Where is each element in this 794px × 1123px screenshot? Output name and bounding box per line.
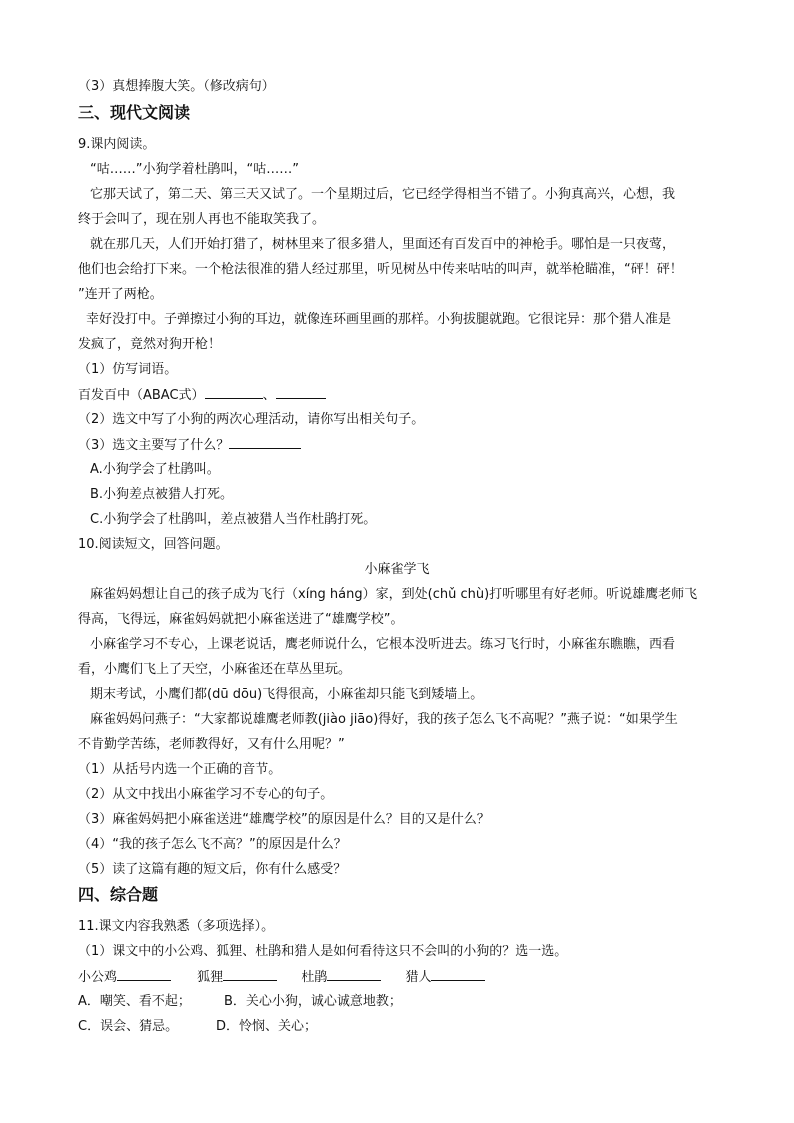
q9-para3-line3: ”连开了两枪。 bbox=[78, 287, 163, 302]
separator: 、 bbox=[262, 388, 276, 403]
q10-para2-line2: 看，小鹰们飞上了天空，小麻雀还在草丛里玩。 bbox=[78, 662, 352, 677]
q11-option-a: A．嘲笑、看不起； bbox=[78, 994, 191, 1009]
answer-blank[interactable] bbox=[223, 968, 277, 981]
story-title: 小麻雀学飞 bbox=[364, 562, 430, 577]
q9-para3-line2: 他们也会给打下来。一个枪法很准的猎人经过那里，听见树丛中传来咕咕的叫声，就举枪瞄准，“砰！砰！ bbox=[78, 262, 683, 277]
q9-sub1-prompt: 百发百中（ABAC式） bbox=[78, 388, 205, 403]
q9-para4-line2: 发疯了，竟然对狗开枪！ bbox=[78, 337, 222, 352]
choice-label-cuckoo: 杜鹃 bbox=[301, 970, 328, 985]
q10-para3: 期末考试，小鹰们都(dū dōu)飞得很高，小麻雀却只能飞到矮墙上。 bbox=[90, 687, 484, 702]
q10-sub1: （1）从括号内选一个正确的音节。 bbox=[78, 762, 282, 777]
q10-para2-line1: 小麻雀学习不专心，上课老说话，鹰老师说什么，它根本没听进去。练习飞行时，小麻雀东瞧瞧，西看 bbox=[90, 637, 676, 652]
q11-option-c: C．误会、猜忌。 bbox=[78, 1019, 179, 1034]
q10-title: 10.阅读短文，回答问题。 bbox=[78, 537, 229, 552]
question-8-item-3: （3）真想捧腹大笑。（修改病句） bbox=[78, 79, 275, 94]
q9-sub1-answer-line bbox=[78, 386, 326, 405]
q9-option-a: A.小狗学会了杜鹃叫。 bbox=[90, 462, 220, 477]
q9-para4-line1: 幸好没打中。子弹擦过小狗的耳边，就像连环画里画的那样。小狗拔腿就跑。它很诧异：那个猎人准是 bbox=[86, 312, 672, 327]
q9-sub3 bbox=[78, 436, 301, 455]
q9-title: 9.课内阅读。 bbox=[78, 137, 156, 152]
q11-choices-row bbox=[78, 968, 485, 987]
q10-para4-line1: 麻雀妈妈问燕子：“大家都说雄鹰老师教(jiào jiāo)得好，我的孩子怎么飞不高呢？”燕子说：“如果学生 bbox=[90, 712, 678, 727]
answer-blank[interactable] bbox=[205, 386, 263, 399]
q10-sub3: （3）麻雀妈妈把小麻雀送进“雄鹰学校”的原因是什么？目的又是什么？ bbox=[78, 812, 490, 827]
q9-option-b: B.小狗差点被猎人打死。 bbox=[90, 487, 234, 502]
q10-para4-line2: 不肯勤学苦练，老师教得好，又有什么用呢？” bbox=[78, 737, 345, 752]
answer-blank[interactable] bbox=[117, 968, 171, 981]
q9-sub1: （1）仿写词语。 bbox=[78, 362, 178, 377]
q9-para2-line1: 它那天试了，第二天、第三天又试了。一个星期过后，它已经学得相当不错了。小狗真高兴，心想，我 bbox=[90, 187, 676, 202]
answer-blank[interactable] bbox=[431, 968, 485, 981]
q9-para2-line2: 终于会叫了，现在别人再也不能取笑我了。 bbox=[78, 212, 326, 227]
choice-label-rooster: 小公鸡 bbox=[78, 970, 118, 985]
q9-para1: “咕……”小狗学着杜鹃叫，“咕……” bbox=[90, 162, 299, 177]
q10-sub5: （5）读了这篇有趣的短文后，你有什么感受？ bbox=[78, 862, 347, 877]
choice-label-fox: 狐狸 bbox=[197, 970, 224, 985]
section-3-heading: 三、现代文阅读 bbox=[78, 103, 191, 122]
q9-sub2: （2）选文中写了小狗的两次心理活动，请你写出相关句子。 bbox=[78, 412, 425, 427]
q9-para3-line1: 就在那几天，人们开始打猎了，树林里来了很多猎人，里面还有百发百中的神枪手。哪怕是一只夜莺， bbox=[90, 237, 676, 252]
q11-option-d: D．怜悯、关心； bbox=[216, 1019, 318, 1034]
q10-sub4: （4）“我的孩子怎么飞不高？”的原因是什么？ bbox=[78, 837, 347, 852]
q11-title: 11.课文内容我熟悉（多项选择）。 bbox=[78, 919, 275, 934]
q10-para1-line1: 麻雀妈妈想让自己的孩子成为飞行（xíng háng）家，到处(chǔ chù)打听哪里有好老师。听说雄鹰老师飞 bbox=[90, 587, 698, 602]
answer-blank[interactable] bbox=[229, 436, 301, 449]
q11-option-b: B．关心小狗，诚心诚意地教； bbox=[224, 994, 402, 1009]
q9-sub3-text: （3）选文主要写了什么？ bbox=[78, 438, 230, 453]
answer-blank[interactable] bbox=[276, 386, 326, 399]
answer-blank[interactable] bbox=[327, 968, 381, 981]
section-4-heading: 四、综合题 bbox=[78, 885, 159, 904]
choice-label-hunter: 猎人 bbox=[405, 970, 432, 985]
q10-para1-line2: 得高，飞得远，麻雀妈妈就把小麻雀送进了“雄鹰学校”。 bbox=[78, 612, 404, 627]
q11-sub1: （1）课文中的小公鸡、狐狸、杜鹃和猎人是如何看待这只不会叫的小狗的？选一选。 bbox=[78, 944, 568, 959]
q9-option-c: C.小狗学会了杜鹃叫，差点被猎人当作杜鹃打死。 bbox=[90, 512, 377, 527]
q10-sub2: （2）从文中找出小麻雀学习不专心的句子。 bbox=[78, 787, 334, 802]
